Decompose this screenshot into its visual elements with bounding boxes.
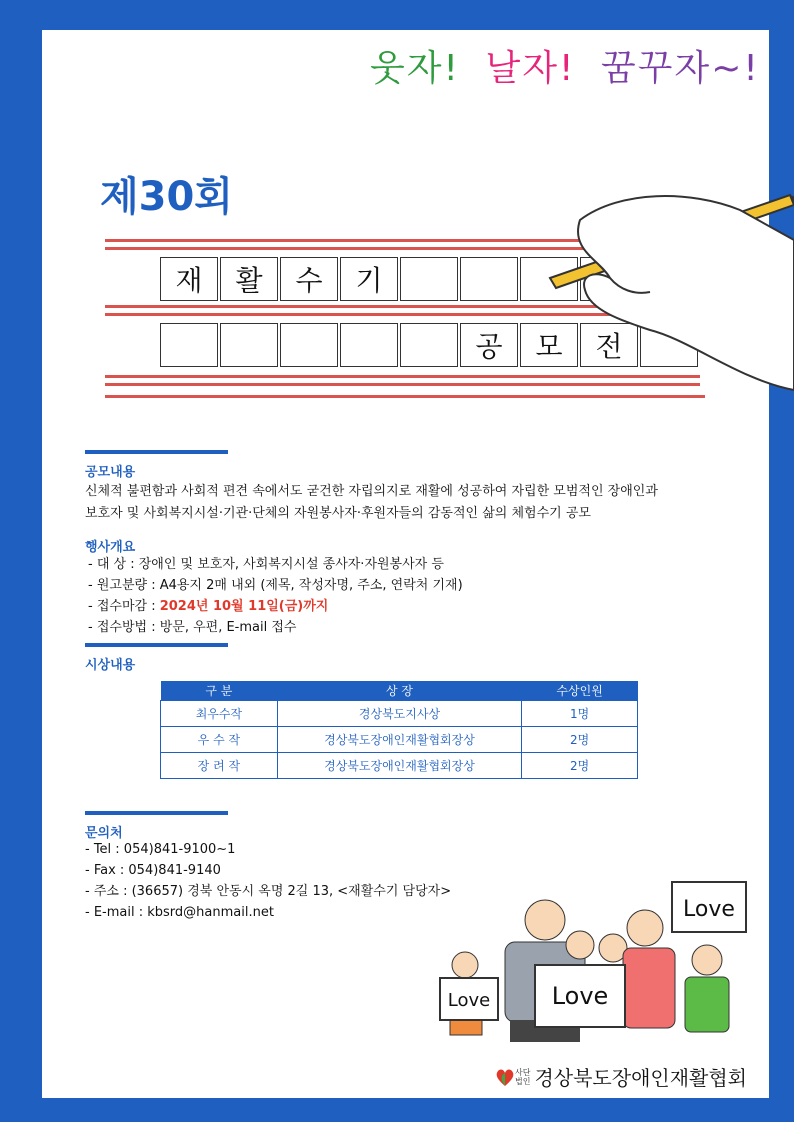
awards-header-award: 상 장: [277, 681, 521, 701]
hand-pencil-illustration: [540, 180, 794, 400]
grid-cell: [220, 323, 278, 367]
grid-cell: 공: [460, 323, 518, 367]
organization-logo: 사단 법인 경상북도장애인재활협회: [495, 1062, 747, 1091]
heart-logo-icon: [495, 1066, 515, 1088]
organization-name: 경상북도장애인재활협회: [534, 1066, 747, 1090]
table-row: 장 려 작 경상북도장애인재활협회장상 2명: [161, 753, 638, 779]
love-sign-3: Love: [683, 897, 735, 922]
contest-rule: [85, 450, 228, 454]
grid-cell: [400, 257, 458, 301]
contact-rule: [85, 811, 228, 815]
slogan-word-2: 날자!: [485, 48, 576, 89]
love-sign-2: Love: [551, 982, 609, 1010]
love-sign-1: Love: [447, 990, 491, 1011]
overview-method: - 접수방법 : 방문, 우편, E-mail 접수: [88, 620, 297, 635]
table-row: 우 수 작 경상북도장애인재활협회장상 2명: [161, 727, 638, 753]
grid-cell: 기: [340, 257, 398, 301]
slogan: [370, 40, 772, 91]
table-row: 최우수작 경상북도지사상 1명: [161, 701, 638, 727]
overview-length: - 원고분량 : A4용지 2매 내외 (제목, 작성자명, 주소, 연락처 기재): [88, 578, 463, 593]
awards-header-category: 구 분: [161, 681, 278, 701]
grid-cell: [340, 323, 398, 367]
grid-cell: [460, 257, 518, 301]
contact-fax: - Fax : 054)841-9140: [85, 863, 221, 878]
slogan-word-1: 웃자!: [370, 48, 460, 89]
contact-address: - 주소 : (36657) 경북 안동시 옥명 2길 13, <재활수기 담당자>: [85, 884, 452, 899]
contest-line-1: 신체적 불편함과 사회적 편견 속에서도 굳건한 자립의지로 재활에 성공하여 자립한 모범적인 장애인과: [85, 484, 658, 499]
awards-rule: [85, 643, 228, 647]
overview-deadline: - 접수마감 : 2024년 10월 11일(금)까지: [88, 599, 329, 614]
awards-header-count: 수상인원: [522, 681, 638, 701]
grid-cell: [160, 323, 218, 367]
grid-cell: [280, 323, 338, 367]
contest-line-2: 보호자 및 사회복지시설·기관·단체의 자원봉사자·후원자들의 감동적인 삶의 체험수기 공모: [85, 506, 591, 521]
slogan-word-3: 꿈꾸자~!: [600, 48, 760, 89]
grid-cell: [400, 323, 458, 367]
grid-cell: 수: [280, 257, 338, 301]
overview-title: 행사개요: [85, 540, 136, 555]
grid-cell: 모: [520, 323, 578, 367]
contact-tel: - Tel : 054)841-9100~1: [85, 842, 236, 857]
grid-cell: 활: [220, 257, 278, 301]
deadline-date: 2024년 10월 11일(금)까지: [159, 599, 329, 614]
family-love-illustration: [435, 880, 755, 1050]
contact-title: 문의처: [85, 826, 123, 841]
edition-title: 제30회: [100, 174, 233, 220]
awards-title: 시상내용: [85, 658, 136, 673]
grid-cell: 재: [160, 257, 218, 301]
overview-target: - 대 상 : 장애인 및 보호자, 사회복지시설 종사자·자원봉사자 등: [88, 557, 444, 572]
awards-table: [160, 681, 638, 779]
grid-cell: 전: [580, 323, 638, 367]
contest-title: 공모내용: [85, 465, 136, 480]
contact-email: - E-mail : kbsrd@hanmail.net: [85, 905, 274, 920]
